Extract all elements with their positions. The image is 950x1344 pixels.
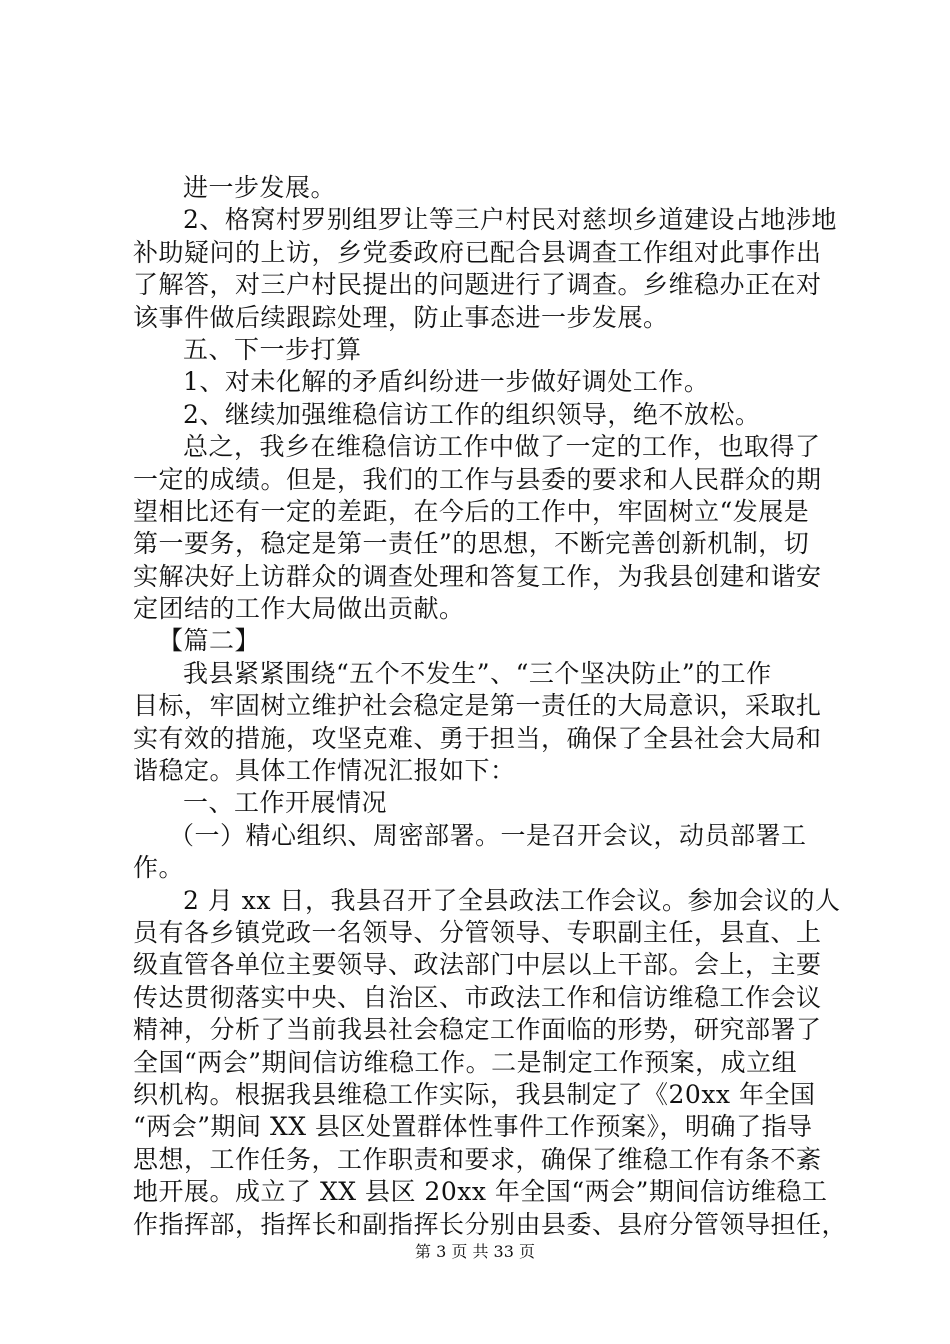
text-line: 定团结的工作大局做出贡献。 [133, 594, 465, 624]
text-line: （一）精心组织、周密部署。一是召开会议，动员部署工 [169, 820, 807, 850]
text-line: 2、格窝村罗别组罗让等三户村民对慈坝乡道建设占地涉地 [183, 205, 837, 235]
text-line: 该事件做后续跟踪处理，防止事态进一步发展。 [133, 302, 669, 332]
text-line: 实解决好上访群众的调查处理和答复工作，为我县创建和谐安 [133, 561, 822, 591]
text-line: 思想，工作任务，工作职责和要求，确保了维稳工作有条不紊 [133, 1144, 822, 1174]
text-line: 作指挥部，指挥长和副指挥长分别由县委、县府分管领导担任， [133, 1209, 848, 1239]
text-line: 进一步发展。 [183, 173, 337, 202]
text-line: 了解答，对三户村民提出的问题进行了调查。乡维稳办正在对 [133, 270, 822, 300]
text-line: 精神，分析了当前我县社会稳定工作面临的形势，研究部署了 [133, 1015, 822, 1045]
text-line: 地开展。成立了 XX 县区 20xx 年全国“两会”期间信访维稳工 [133, 1177, 828, 1207]
text-line: 作。 [133, 853, 185, 883]
text-line: “两会”期间 XX 县区处置群体性事件工作预案》，明确了指导 [133, 1112, 813, 1142]
text-line: 【篇二】 [158, 626, 261, 656]
text-line: 总之，我乡在维稳信访工作中做了一定的工作，也取得了 [183, 432, 821, 462]
text-line: 全国“两会”期间信访维稳工作。二是制定工作预案，成立组 [133, 1047, 798, 1077]
page-footer: 第 3 页 共 33 页 [415, 1242, 535, 1261]
text-line: 2、继续加强维稳信访工作的组织领导，绝不放松。 [183, 399, 761, 429]
text-line: 望相比还有一定的差距，在今后的工作中，牢固树立“发展是 [133, 496, 810, 526]
text-line: 1、对未化解的矛盾纠纷进一步做好调处工作。 [183, 367, 710, 397]
text-line: 五、下一步打算 [183, 334, 362, 364]
text-line: 一定的成绩。但是，我们的工作与县委的要求和人民群众的期 [133, 464, 822, 494]
text-line: 实有效的措施，攻坚克难、勇于担当，确保了全县社会大局和 [133, 723, 822, 753]
text-line: 补助疑问的上访，乡党委政府已配合县调查工作组对此事作出 [133, 237, 822, 267]
text-line: 级直管各单位主要领导、政法部门中层以上干部。会上，主要 [133, 950, 822, 980]
text-line: 目标，牢固树立维护社会稳定是第一责任的大局意识，采取扎 [133, 691, 822, 721]
text-line: 一、工作开展情况 [183, 788, 388, 818]
text-line: 第一要务，稳定是第一责任”的思想，不断完善创新机制，切 [133, 529, 810, 559]
text-line: 传达贯彻落实中央、自治区、市政法工作和信访维稳工作会议 [133, 982, 822, 1012]
text-line: 织机构。根据我县维稳工作实际，我县制定了《20xx 年全国 [133, 1079, 816, 1109]
text-line: 员有各乡镇党政一名领导、分管领导、专职副主任，县直、上 [133, 917, 822, 947]
document-body [133, 172, 848, 1241]
text-line: 谐稳定。具体工作情况汇报如下： [133, 756, 516, 786]
text-line: 2 月 xx 日，我县召开了全县政法工作会议。参加会议的人 [183, 885, 841, 915]
text-line: 我县紧紧围绕“五个不发生”、“三个坚决防止”的工作 [183, 658, 772, 688]
